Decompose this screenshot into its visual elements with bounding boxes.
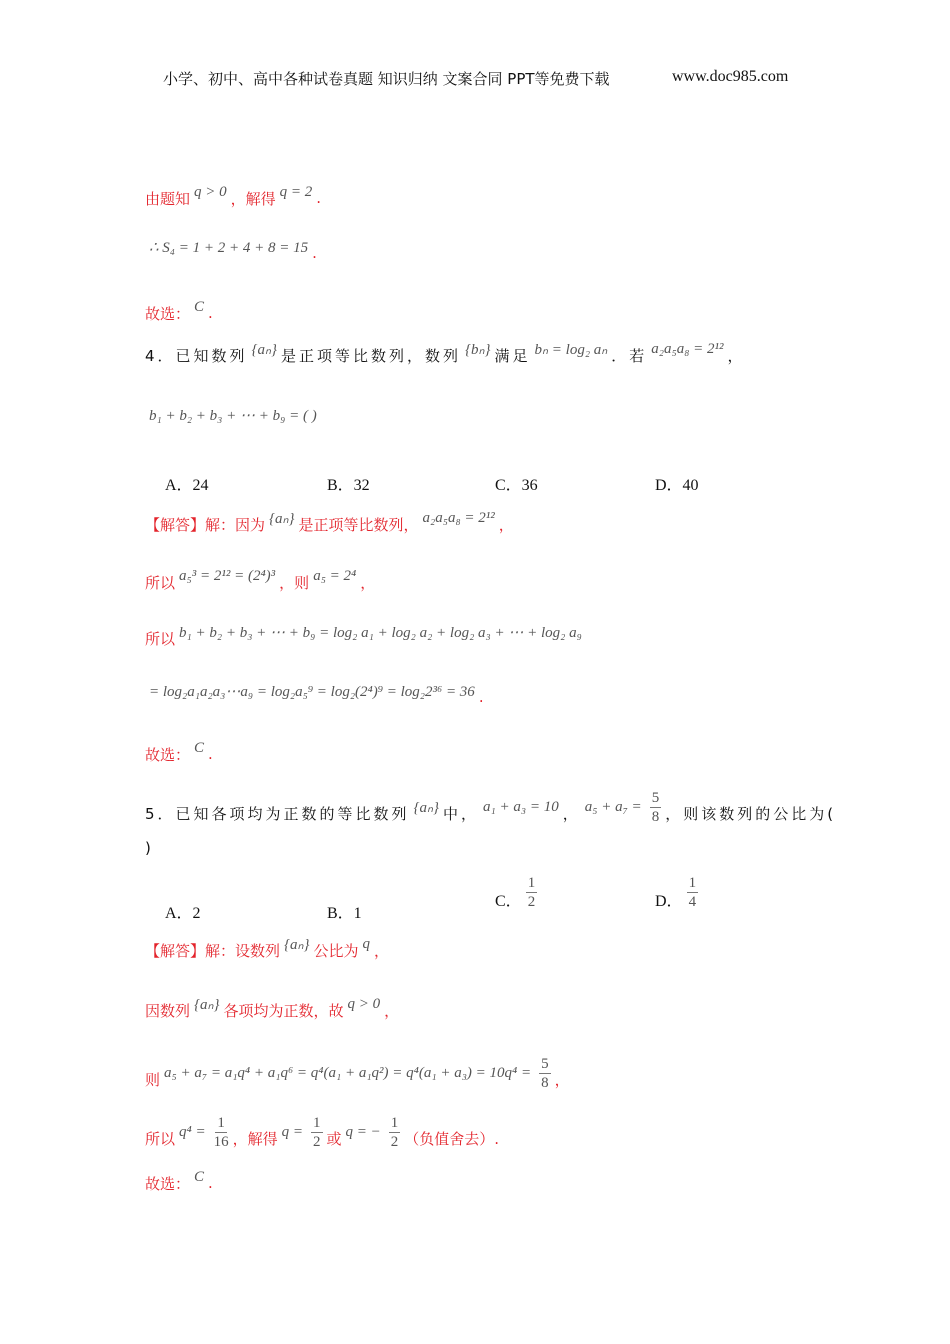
math-expression: a₅ + a₇ = a₁q⁴ + a₁q⁶ = q⁴(a₁ + a₁q²) = q⁴(a₁ + a₃) = 10q⁴ =	[164, 1064, 532, 1081]
option-label: B．1	[327, 905, 362, 922]
math-expression: ∴ S₄ = 1 + 2 + 4 + 8 = 15	[149, 239, 309, 256]
text-segment: 各项均为正数，故	[223, 1001, 344, 1020]
math-expression: C	[194, 1168, 205, 1185]
text-segment: ，	[374, 941, 390, 960]
denominator: 8	[651, 808, 660, 825]
math-expression: q	[362, 935, 371, 952]
math-expression: {aₙ}	[413, 799, 440, 816]
fraction	[687, 874, 699, 911]
text-segment: ，	[498, 515, 514, 534]
math-expression: q =	[281, 1123, 303, 1140]
fraction	[311, 1114, 323, 1151]
math-expression: a₂a₅a₈ = 2¹²	[422, 509, 495, 526]
text-line	[145, 623, 586, 653]
q4-option: D．40	[655, 477, 699, 494]
text-segment: 由题知	[145, 189, 191, 208]
fraction	[650, 789, 662, 826]
math-expression: b₁ + b₂ + b₃ + ⋯ + b₉ = ( )	[149, 407, 317, 424]
numerator: 5	[541, 1055, 549, 1072]
text-segment: .	[208, 1174, 213, 1192]
math-expression: a₁ + a₃ = 10	[483, 798, 559, 815]
math-expression: q > 0	[347, 995, 381, 1012]
math-expression: b₁ + b₂ + b₃ + ⋯ + b₉ = log₂ a₁ + log₂ a₂ + log₂ a₃ + ⋯ + log₂ a₉	[179, 624, 582, 641]
text-segment: .	[312, 244, 317, 262]
text-line	[145, 183, 321, 213]
text-segment: .	[316, 189, 322, 207]
text-segment: 因数列	[145, 1001, 191, 1020]
q4-option: A．24	[165, 477, 209, 494]
math-expression: C	[194, 298, 205, 315]
q5-option	[165, 900, 201, 923]
denominator: 16	[213, 1133, 229, 1150]
math-expression: q⁴ =	[179, 1123, 206, 1140]
text-line	[145, 789, 837, 828]
fraction	[526, 874, 538, 911]
math-expression: a₅ + a₇ =	[584, 798, 642, 815]
q4-option: B．32	[327, 477, 370, 494]
math-expression: = log₂a₁a₂a₃⋯a₉ = log₂a₅⁹ = log₂(2⁴)⁹ = log₂2³⁶ = 36	[149, 683, 475, 700]
math-expression: bₙ = log₂ aₙ	[534, 341, 608, 358]
math-expression: a₅ = 2⁴	[313, 567, 357, 584]
option-label: A．2	[165, 905, 201, 922]
text-segment: 5．已知各项均为正数的等比数列	[145, 804, 410, 823]
text-line	[145, 406, 321, 436]
header-slogan: 小学、初中、高中各种试卷真题 知识归纳 文案合同 PPT等免费下载	[163, 70, 610, 88]
math-expression: q = −	[345, 1123, 381, 1140]
text-line	[145, 682, 484, 712]
text-segment: ，解得	[232, 1129, 278, 1148]
text-segment: .	[208, 745, 213, 763]
math-expression: q = 2	[279, 183, 313, 200]
fraction	[214, 1114, 229, 1151]
text-segment: 是正项等比数列，数列	[281, 346, 462, 365]
text-segment: .	[478, 688, 484, 706]
text-segment: ，	[562, 804, 581, 823]
text-segment: ，解得	[230, 189, 276, 208]
text-segment: 公比为	[313, 941, 359, 960]
text-segment: 中，	[443, 804, 480, 823]
denominator: 4	[688, 894, 697, 910]
text-segment: 所以	[145, 629, 176, 648]
text-line	[145, 995, 399, 1025]
text-segment: ．若	[611, 346, 648, 365]
math-expression: {aₙ}	[284, 936, 310, 953]
text-segment: 或	[326, 1129, 342, 1148]
text-segment: 故选：	[145, 1174, 191, 1193]
text-line	[145, 739, 213, 769]
text-segment: 是正项等比数列，	[298, 515, 419, 534]
text-line	[145, 567, 375, 597]
denominator: 2	[313, 1133, 321, 1150]
text-line	[145, 833, 154, 863]
math-expression: C	[194, 739, 205, 756]
text-line	[145, 935, 389, 965]
math-expression: q > 0	[194, 183, 227, 200]
numerator: 1	[217, 1114, 225, 1131]
math-expression: {aₙ}	[251, 341, 278, 358]
text-segment: ，	[554, 1070, 570, 1089]
option-label: C．	[495, 893, 522, 910]
text-segment: 所以	[145, 1129, 176, 1148]
q4-option: C．36	[495, 477, 538, 494]
text-segment: 满足	[494, 346, 531, 365]
numerator: 1	[390, 1114, 399, 1131]
fraction	[389, 1114, 401, 1151]
text-line	[145, 1055, 570, 1094]
text-segment: 【解答】解：因为	[145, 515, 266, 534]
text-segment: ，则该数列的公比为(	[665, 804, 837, 823]
text-segment: 【解答】解：设数列	[145, 941, 281, 960]
option-label: D．	[655, 893, 683, 910]
denominator: 8	[541, 1074, 549, 1091]
math-expression: a₂a₅a₈ = 2¹²	[651, 340, 724, 357]
numerator: 5	[651, 789, 660, 806]
text-line	[145, 298, 213, 328]
text-segment: ，	[384, 1001, 400, 1020]
numerator: 1	[688, 875, 697, 891]
math-expression: a₅³ = 2¹² = (2⁴)³	[179, 567, 276, 584]
text-segment: ，	[360, 573, 376, 592]
text-line	[145, 238, 317, 268]
math-expression: {aₙ}	[194, 996, 220, 1013]
text-segment: .	[208, 304, 213, 322]
text-segment: 4．已知数列	[145, 346, 248, 365]
text-segment: （负值舍去）.	[404, 1129, 500, 1148]
numerator: 1	[527, 875, 536, 891]
text-segment: 所以	[145, 573, 176, 592]
text-line	[145, 1168, 213, 1198]
text-line	[145, 340, 746, 370]
header-website: www.doc985.com	[672, 68, 789, 85]
q5-option	[327, 900, 362, 923]
text-line	[145, 1114, 500, 1153]
math-expression: {aₙ}	[269, 510, 295, 527]
q5-option	[495, 874, 541, 911]
fraction	[539, 1055, 551, 1092]
text-segment: 则	[145, 1070, 161, 1089]
text-line	[145, 509, 514, 539]
math-expression: {bₙ}	[465, 341, 491, 358]
text-segment: ，则	[279, 573, 310, 592]
text-segment: )	[145, 839, 154, 857]
text-segment: 故选：	[145, 304, 191, 323]
numerator: 1	[313, 1114, 321, 1131]
denominator: 2	[527, 894, 536, 910]
denominator: 2	[390, 1133, 399, 1150]
q5-option	[655, 874, 702, 911]
text-segment: 故选：	[145, 745, 191, 764]
text-segment: ，	[727, 346, 746, 365]
